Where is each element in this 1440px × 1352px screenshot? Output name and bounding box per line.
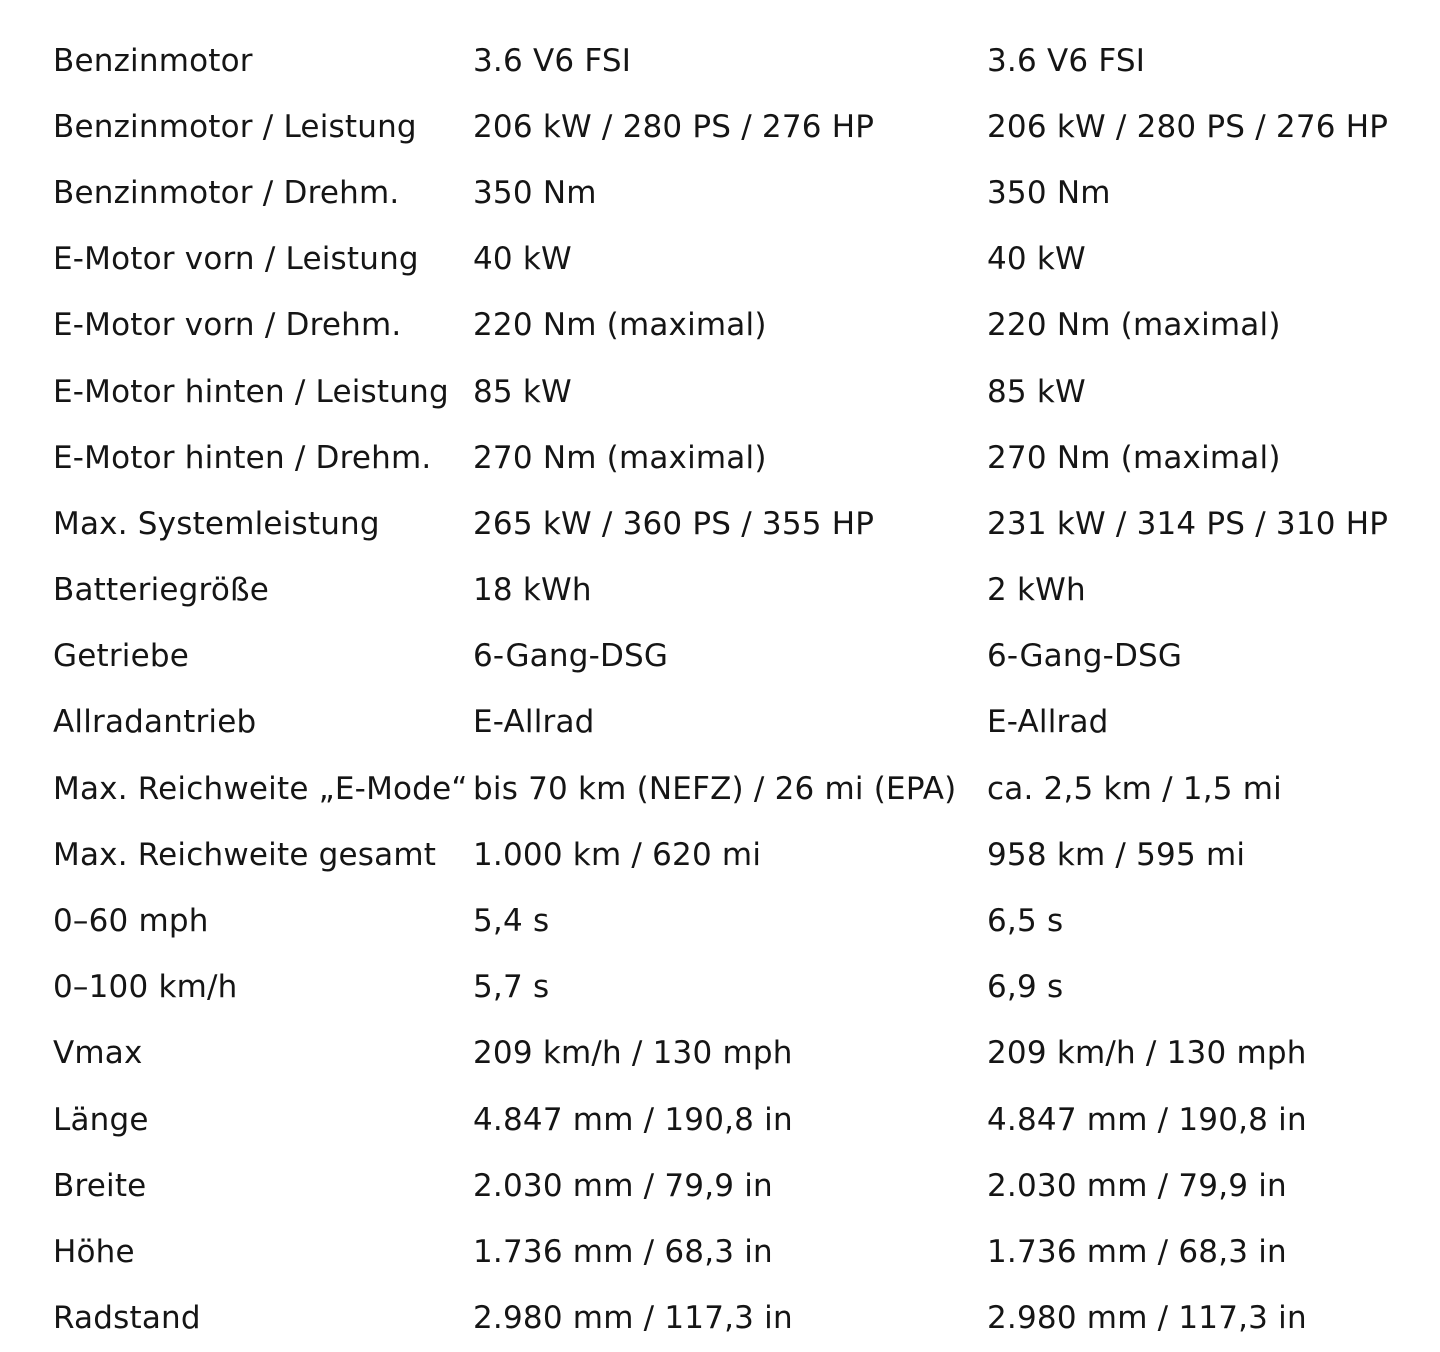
spec-row bbox=[53, 1286, 1423, 1352]
spec-value-model-a: 2.030 mm / 79,9 in bbox=[473, 1167, 773, 1204]
spec-value-model-b: 40 kW bbox=[987, 241, 1086, 278]
spec-value-model-b: 1.736 mm / 68,3 in bbox=[987, 1233, 1287, 1270]
spec-value-model-a: 3.6 V6 FSI bbox=[473, 42, 632, 79]
spec-table bbox=[53, 28, 1423, 1352]
spec-row bbox=[53, 293, 1423, 359]
spec-row bbox=[53, 1087, 1423, 1153]
spec-value-model-a: 206 kW / 280 PS / 276 HP bbox=[473, 108, 875, 145]
spec-value-model-b: 206 kW / 280 PS / 276 HP bbox=[987, 108, 1389, 145]
spec-label: Getriebe bbox=[53, 638, 190, 675]
spec-value-model-a: E-Allrad bbox=[473, 704, 595, 741]
spec-label: Länge bbox=[53, 1101, 149, 1138]
spec-row bbox=[53, 491, 1423, 557]
spec-value-model-a: 85 kW bbox=[473, 373, 572, 410]
spec-value-model-a: 2.980 mm / 117,3 in bbox=[473, 1300, 793, 1337]
spec-row bbox=[53, 558, 1423, 624]
spec-value-model-b: 270 Nm (maximal) bbox=[987, 439, 1281, 476]
spec-value-model-a: 18 kWh bbox=[473, 572, 592, 609]
spec-row bbox=[53, 955, 1423, 1021]
spec-row bbox=[53, 822, 1423, 888]
spec-row bbox=[53, 425, 1423, 491]
spec-value-model-b: 350 Nm bbox=[987, 174, 1111, 211]
spec-value-model-a: 5,7 s bbox=[473, 969, 550, 1006]
spec-value-model-a: 40 kW bbox=[473, 241, 572, 278]
spec-row bbox=[53, 690, 1423, 756]
spec-row bbox=[53, 94, 1423, 160]
spec-value-model-b: 6,9 s bbox=[987, 969, 1064, 1006]
spec-label: Breite bbox=[53, 1167, 147, 1204]
spec-value-model-b: ca. 2,5 km / 1,5 mi bbox=[987, 770, 1282, 807]
spec-value-model-b: 958 km / 595 mi bbox=[987, 836, 1246, 873]
spec-label: Benzinmotor / Leistung bbox=[53, 108, 417, 145]
spec-row bbox=[53, 227, 1423, 293]
spec-label: Max. Systemleistung bbox=[53, 505, 380, 542]
spec-label: Allradantrieb bbox=[53, 704, 257, 741]
spec-value-model-b: E-Allrad bbox=[987, 704, 1109, 741]
spec-value-model-a: 270 Nm (maximal) bbox=[473, 439, 767, 476]
spec-label: Benzinmotor bbox=[53, 42, 253, 79]
spec-value-model-a: 5,4 s bbox=[473, 903, 550, 940]
spec-value-model-b: 2.030 mm / 79,9 in bbox=[987, 1167, 1287, 1204]
spec-row bbox=[53, 888, 1423, 954]
spec-row bbox=[53, 756, 1423, 822]
spec-value-model-b: 2 kWh bbox=[987, 572, 1086, 609]
spec-value-model-b: 220 Nm (maximal) bbox=[987, 307, 1281, 344]
spec-row bbox=[53, 359, 1423, 425]
spec-label: Max. Reichweite gesamt bbox=[53, 836, 437, 873]
spec-value-model-b: 231 kW / 314 PS / 310 HP bbox=[987, 505, 1389, 542]
spec-value-model-b: 2.980 mm / 117,3 in bbox=[987, 1300, 1307, 1337]
spec-label: Höhe bbox=[53, 1233, 135, 1270]
spec-label: 0–100 km/h bbox=[53, 969, 238, 1006]
spec-value-model-a: 1.000 km / 620 mi bbox=[473, 836, 762, 873]
spec-value-model-b: 209 km/h / 130 mph bbox=[987, 1035, 1307, 1072]
spec-value-model-b: 6-Gang-DSG bbox=[987, 638, 1183, 675]
spec-label: E-Motor vorn / Drehm. bbox=[53, 307, 402, 344]
spec-value-model-a: 6-Gang-DSG bbox=[473, 638, 669, 675]
spec-row bbox=[53, 624, 1423, 690]
spec-label: Vmax bbox=[53, 1035, 143, 1072]
spec-value-model-b: 85 kW bbox=[987, 373, 1086, 410]
spec-label: 0–60 mph bbox=[53, 903, 209, 940]
spec-value-model-a: 265 kW / 360 PS / 355 HP bbox=[473, 505, 875, 542]
spec-label: Radstand bbox=[53, 1300, 201, 1337]
spec-label: E-Motor hinten / Drehm. bbox=[53, 439, 432, 476]
spec-value-model-b: 4.847 mm / 190,8 in bbox=[987, 1101, 1307, 1138]
spec-value-model-a: 350 Nm bbox=[473, 174, 597, 211]
spec-row bbox=[53, 1219, 1423, 1285]
spec-label: E-Motor vorn / Leistung bbox=[53, 241, 419, 278]
spec-value-model-a: 1.736 mm / 68,3 in bbox=[473, 1233, 773, 1270]
spec-row bbox=[53, 28, 1423, 94]
spec-row bbox=[53, 1021, 1423, 1087]
spec-value-model-a: bis 70 km (NEFZ) / 26 mi (EPA) bbox=[473, 770, 957, 807]
spec-value-model-a: 209 km/h / 130 mph bbox=[473, 1035, 793, 1072]
spec-row bbox=[53, 160, 1423, 226]
spec-label: Benzinmotor / Drehm. bbox=[53, 174, 400, 211]
spec-value-model-a: 4.847 mm / 190,8 in bbox=[473, 1101, 793, 1138]
spec-label: E-Motor hinten / Leistung bbox=[53, 373, 449, 410]
spec-label: Batteriegröße bbox=[53, 572, 269, 609]
spec-row bbox=[53, 1153, 1423, 1219]
spec-value-model-a: 220 Nm (maximal) bbox=[473, 307, 767, 344]
spec-value-model-b: 6,5 s bbox=[987, 903, 1064, 940]
spec-label: Max. Reichweite „E-Mode“ bbox=[53, 770, 468, 807]
spec-value-model-b: 3.6 V6 FSI bbox=[987, 42, 1146, 79]
